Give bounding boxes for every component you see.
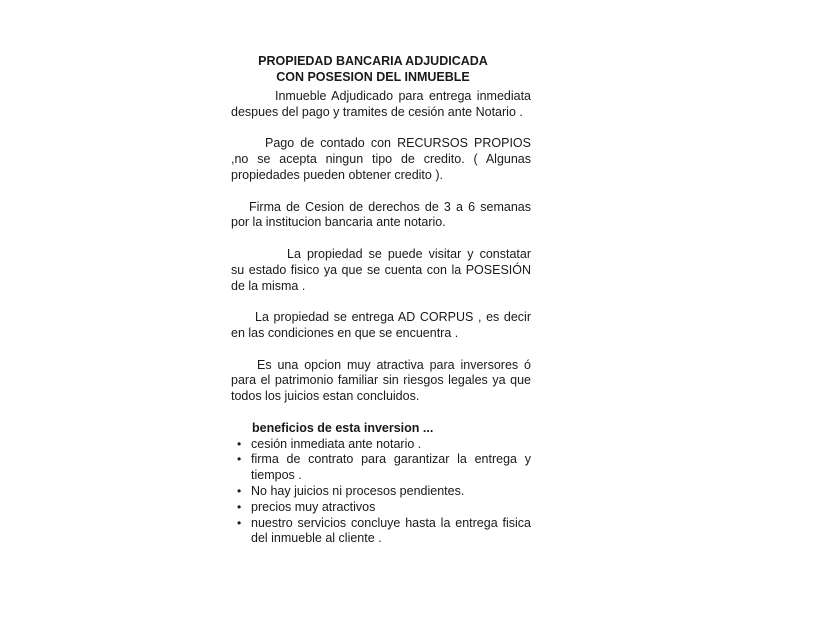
- benefits-list: [231, 437, 531, 548]
- paragraph-cash-payment: Pago de contado con RECURSOS PROPIOS ,no se acepta ningun tipo de credito. ( Algunas propiedades pueden obtener credito ).: [231, 136, 531, 182]
- benefit-text: precios muy atractivos: [251, 499, 376, 514]
- benefit-text: cesión inmediata ante notario .: [251, 436, 422, 451]
- benefits-heading: beneficios de esta inversion ...: [252, 420, 434, 435]
- title-line-1: PROPIEDAD BANCARIA ADJUDICADA: [258, 54, 488, 68]
- bullet-icon: •: [237, 499, 242, 514]
- bullet-icon: •: [237, 452, 242, 467]
- bullet-icon: •: [237, 436, 242, 451]
- paragraph-visit-property: La propiedad se puede visitar y constatar su estado fisico ya que se cuenta con la POSESIÓN de la misma .: [231, 246, 531, 293]
- document-body: [231, 89, 531, 547]
- list-item: [231, 437, 531, 453]
- paragraph-ad-corpus: La propiedad se entrega AD CORPUS , es decir en las condiciones en que se encuentra .: [231, 310, 531, 340]
- bullet-icon: •: [237, 483, 242, 498]
- benefit-text: No hay juicios ni procesos pendientes.: [251, 483, 465, 498]
- document-title: [232, 54, 514, 85]
- bullet-icon: •: [237, 515, 242, 530]
- paragraph-investment-option: Es una opcion muy atractiva para inversores ó para el patrimonio familiar sin riesgos legales ya que todos los juicios estan concluidos.: [231, 357, 531, 404]
- title-line-2: CON POSESION DEL INMUEBLE: [276, 69, 470, 84]
- list-item: [231, 484, 531, 500]
- benefit-text: nuestro servicios concluye hasta la entrega fisica del inmueble al cliente .: [251, 515, 531, 546]
- list-item: [231, 452, 531, 484]
- list-item: [231, 516, 531, 548]
- list-item: [231, 500, 531, 516]
- benefit-text: firma de contrato para garantizar la entrega y tiempos .: [251, 452, 531, 483]
- paragraph-rights-transfer: Firma de Cesion de derechos de 3 a 6 semanas por la institucion bancaria ante notario.: [231, 199, 531, 230]
- paragraph-adjudicated-delivery: Inmueble Adjudicado para entrega inmediata despues del pago y tramites de cesión ante Notario .: [231, 89, 531, 119]
